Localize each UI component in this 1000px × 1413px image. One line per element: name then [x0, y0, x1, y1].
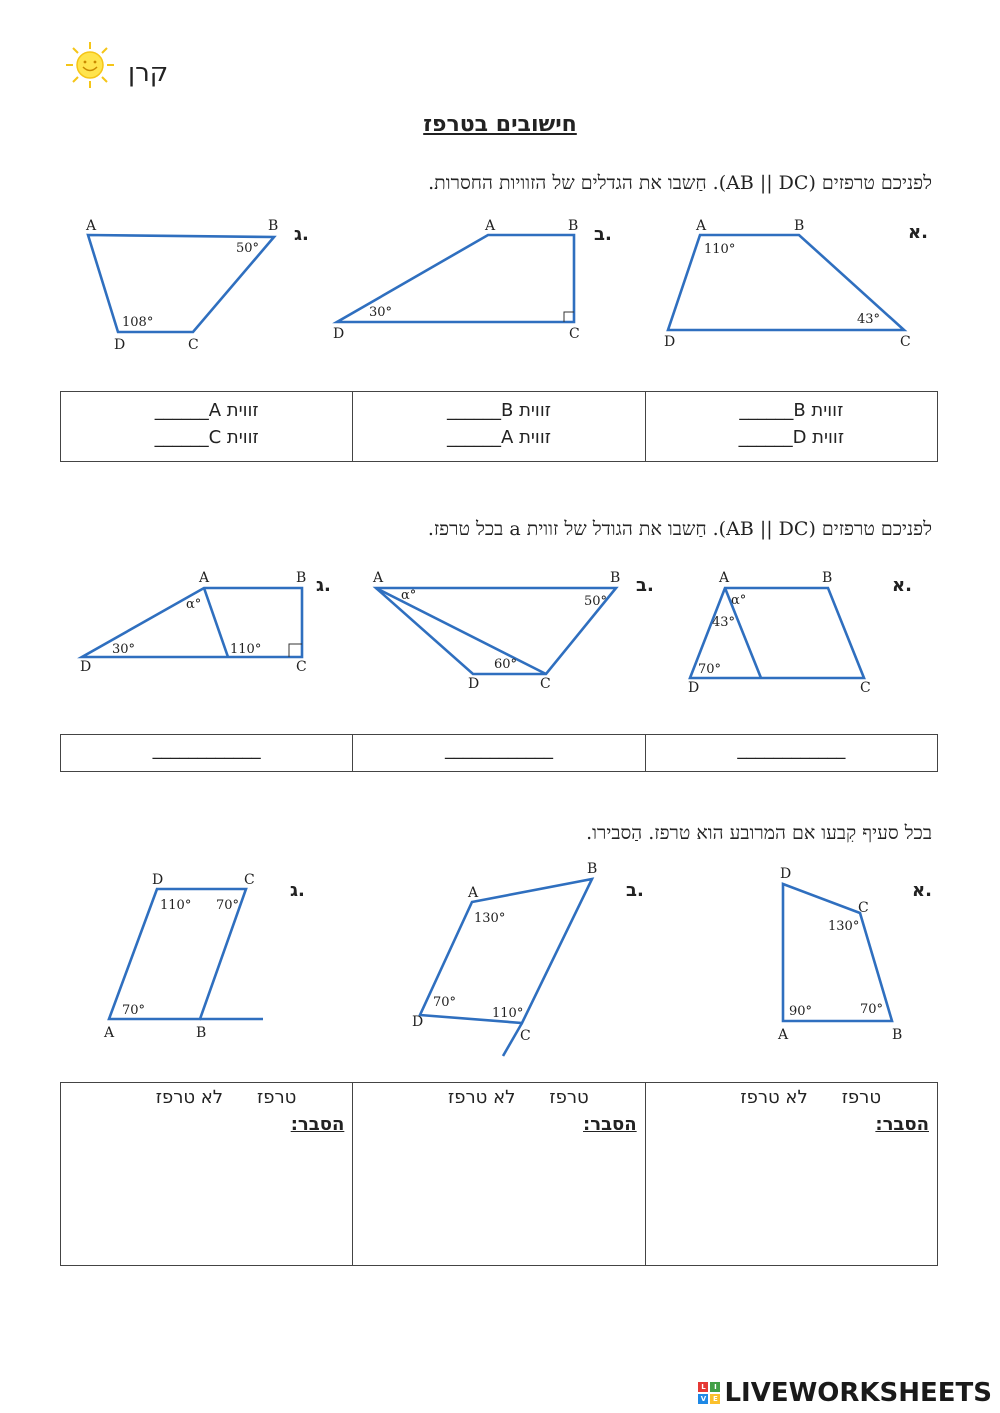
vertex-d: D [780, 866, 792, 882]
vertex-c: C [188, 337, 199, 353]
angle-b-label: 70° [860, 1002, 884, 1017]
vertex-c: C [244, 872, 255, 888]
alpha-label: α° [401, 588, 417, 603]
vertex-c: C [520, 1028, 531, 1044]
answer-cell-1a[interactable]: זווית B______ זווית D______ [645, 392, 937, 462]
student-name: קרן [128, 58, 169, 88]
figure-1a [664, 218, 928, 350]
option-trapezoid[interactable]: טרפז [841, 1087, 881, 1108]
figure-2b [372, 570, 654, 692]
angle-d-label: 30° [369, 305, 393, 320]
explanation-label: הסבר: [290, 1114, 345, 1135]
marker-a: א. [908, 222, 928, 243]
answer-cell-2b[interactable]: ____________ [353, 735, 645, 772]
angle-c-label: 110° [492, 1006, 524, 1021]
figure-2c [80, 570, 331, 675]
vertex-b: B [610, 570, 621, 586]
marker-a: א. [892, 575, 912, 596]
option-trapezoid[interactable]: טרפז [549, 1087, 589, 1108]
alpha-label: α° [186, 597, 202, 612]
angle-d-label: 110° [160, 898, 192, 913]
marker-b: ב. [626, 880, 644, 901]
logo-grid-icon [698, 1382, 720, 1404]
angle-50-label: 50° [584, 594, 608, 609]
answer-cell-3b[interactable] [353, 1083, 645, 1266]
vertex-a: A [468, 885, 479, 901]
angle-70-label: 70° [698, 662, 722, 677]
marker-c: ג. [316, 575, 331, 596]
vertex-d: D [80, 659, 92, 675]
section1-instruction: לפניכם טרפזים (AB || DC). חַשבו את הגדלים של הזוויות החסרות. [428, 172, 932, 194]
vertex-b: B [822, 570, 833, 586]
section2-instruction: לפניכם טרפזים (AB || DC). חַשבו את הגודל של זווית a בכל טרפז. [427, 518, 932, 540]
option-not-trapezoid[interactable]: לא טרפז [448, 1087, 516, 1108]
section3-answer-table [60, 1082, 938, 1266]
vertex-d: D [688, 680, 700, 695]
vertex-b: B [587, 861, 598, 877]
option-not-trapezoid[interactable]: לא טרפז [155, 1087, 224, 1108]
vertex-a: A [719, 570, 730, 586]
vertex-a: A [86, 218, 97, 234]
figure-1b [333, 218, 612, 342]
vertex-b: B [268, 218, 279, 234]
vertex-d: D [114, 337, 126, 353]
option-trapezoid[interactable]: טרפז [257, 1087, 297, 1108]
logo-letter: E [710, 1394, 720, 1404]
angle-30-label: 30° [112, 642, 136, 657]
vertex-c: C [860, 680, 871, 695]
marker-a: א. [912, 880, 932, 901]
answer-cell-2a[interactable]: ____________ [645, 735, 937, 772]
marker-c: ג. [294, 224, 309, 245]
angle-a-label: 110° [704, 242, 736, 257]
figure-3b [412, 861, 644, 1056]
angle-a-label: 130° [474, 911, 506, 926]
brand-name: LIVEWORKSHEETS [724, 1378, 992, 1408]
vertex-c: C [540, 676, 551, 692]
vertex-a: A [373, 570, 384, 586]
angle-43-label: 43° [712, 615, 736, 630]
angle-d-label: 70° [433, 995, 457, 1010]
answer-cell-3a[interactable] [645, 1083, 937, 1266]
vertex-d: D [664, 334, 676, 350]
vertex-b: B [892, 1027, 903, 1043]
logo-letter: I [710, 1382, 720, 1392]
vertex-d: D [468, 676, 480, 692]
figure-3c [103, 872, 305, 1041]
logo-letter: L [698, 1382, 708, 1392]
liveworksheets-logo [698, 1376, 992, 1410]
page-title: חישובים בטרפז [423, 112, 577, 137]
vertex-d: D [152, 872, 164, 888]
vertex-d: D [333, 326, 345, 342]
section1-figures [60, 210, 940, 360]
vertex-d: D [412, 1014, 424, 1030]
answer-cell-2c[interactable]: ____________ [61, 735, 353, 772]
vertex-b: B [296, 570, 307, 586]
angle-c-label: 70° [216, 898, 240, 913]
angle-c-label: 130° [828, 919, 860, 934]
vertex-a: A [104, 1025, 115, 1041]
angle-60-label: 60° [494, 657, 518, 672]
section2-figures [60, 565, 940, 695]
vertex-a: A [778, 1027, 789, 1043]
angle-110-label: 110° [230, 642, 262, 657]
marker-b: ב. [594, 224, 612, 245]
vertex-c: C [296, 659, 307, 675]
figure-1c [85, 218, 309, 353]
answer-cell-1c[interactable]: זווית A______ זווית C______ [61, 392, 353, 462]
explanation-label: הסבר: [583, 1114, 637, 1135]
vertex-a: A [696, 218, 707, 234]
sun-icon [60, 40, 120, 90]
option-not-trapezoid[interactable]: לא טרפז [740, 1087, 808, 1108]
figure-3a [777, 866, 932, 1043]
section3-instruction: בכל סעיף קִבעו אם המרובע הוא טרפז. הַסבירו. [586, 822, 932, 844]
vertex-b: B [568, 218, 579, 234]
marker-b: ב. [636, 575, 654, 596]
vertex-a: A [485, 218, 496, 234]
angle-a-label: 90° [789, 1004, 813, 1019]
section1-answer-table [60, 391, 938, 462]
answer-cell-3c[interactable] [61, 1083, 353, 1266]
alpha-label: α° [731, 593, 747, 608]
vertex-c: C [900, 334, 911, 350]
vertex-b: B [196, 1025, 207, 1041]
angle-a-label: 70° [122, 1003, 146, 1018]
angle-d-label: 108° [122, 315, 154, 330]
section2-answer-table [60, 734, 938, 772]
vertex-a: A [199, 570, 210, 586]
figure-2a [688, 570, 912, 695]
angle-c-label: 43° [857, 312, 881, 327]
angle-b-label: 50° [236, 241, 260, 256]
vertex-c: C [569, 326, 580, 342]
answer-cell-1b[interactable]: זווית B______ זווית A______ [353, 392, 645, 462]
vertex-c: C [858, 900, 869, 916]
logo-letter: V [698, 1394, 708, 1404]
section3-figures [60, 860, 940, 1060]
vertex-b: B [794, 218, 805, 234]
explanation-label: הסבר: [875, 1114, 929, 1135]
marker-c: ג. [290, 880, 305, 901]
